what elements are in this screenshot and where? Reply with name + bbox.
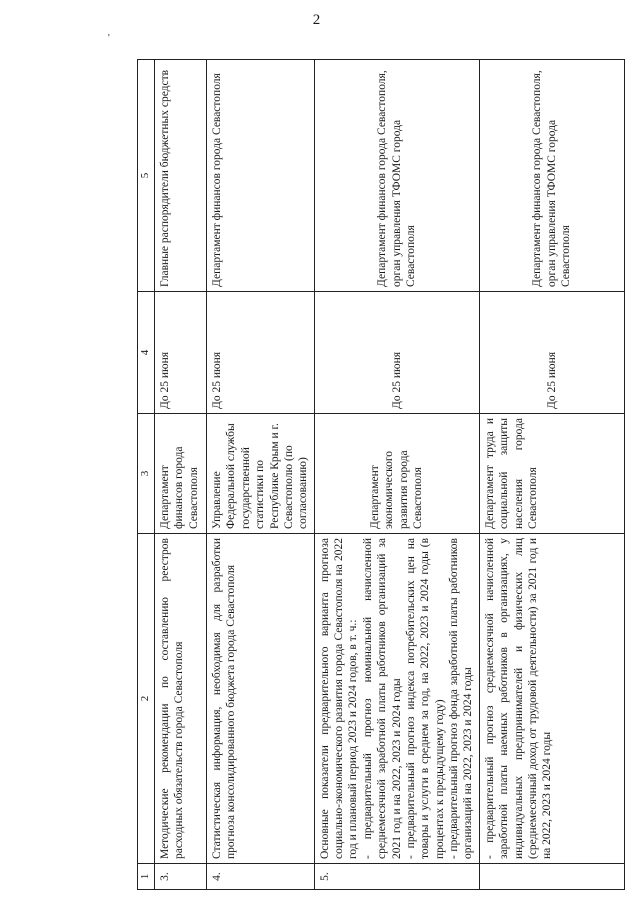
list-item: - предварительный прогноз номинальной начисленной среднемесячной заработной платы работников организаций за 2021 год и на 2022, 2023 и 2024 годы	[361, 538, 403, 859]
col-header-4: 4	[138, 292, 155, 414]
col-header-1: 1	[138, 864, 155, 890]
table-row	[155, 60, 207, 890]
table-row	[314, 60, 479, 890]
row-responsible: Департамент труда и социальной защиты населения города Севастополя	[479, 414, 624, 534]
header-row	[138, 60, 155, 890]
row-deadline: До 25 июня	[479, 292, 624, 414]
row-description	[314, 534, 479, 864]
row-recipient: Департамент финансов города Севастополя, орган управления ТФОМС города Севастополя	[479, 60, 624, 292]
row-number	[479, 864, 624, 890]
row-responsible: Департамент финансов города Севастополя	[155, 414, 207, 534]
plan-table	[137, 59, 625, 890]
page-number: 2	[312, 12, 321, 28]
table-row	[479, 60, 624, 890]
row-description: - предварительный прогноз среднемесячной начисленной заработной платы наемных работников в организациях, у индивидуальных предпринимателей и физических лиц (среднемесячный доход от трудовой деятельности) за 2021 год и на 2022, 2023 и 2024 годы	[479, 534, 624, 864]
row-responsible: Управление Федеральной службы государственной статистики по Республике Крым и г. Севастополю (по согласованию)	[207, 414, 315, 534]
row-deadline: До 25 июня	[207, 292, 315, 414]
row-number: 3.	[155, 864, 207, 890]
table-row	[207, 60, 315, 890]
row-description: Методические рекомендации по составлению реестров расходных обязательств города Севастополя	[155, 534, 207, 864]
row-recipient: Главные распорядители бюджетных средств	[155, 60, 207, 292]
row-number: 4.	[207, 864, 315, 890]
rotated-table-container	[137, 60, 607, 890]
row-responsible: Департамент экономического развития города Севастополя	[314, 414, 479, 534]
row-recipient: Департамент финансов города Севастополя, орган управления ТФОМС города Севастополя	[314, 60, 479, 292]
list-item: - предварительный прогноз фонда заработной платы работников организаций на 2022, 2023 и 2024 годы	[448, 538, 475, 859]
col-header-3: 3	[138, 414, 155, 534]
row-deadline: До 25 июня	[314, 292, 479, 414]
row-description: Статистическая информация, необходимая для разработки прогноза консолидированного бюджета города Севастополя	[207, 534, 315, 864]
row-recipient: Департамент финансов города Севастополя	[207, 60, 315, 292]
col-header-5: 5	[138, 60, 155, 292]
row-intro: Основные показатели предварительного варианта прогноза социально-экономического развития города Севастополя на 2022 год и плановый период 2023 и 2024 годов, в т. ч.:	[318, 538, 360, 859]
row-deadline: До 25 июня	[155, 292, 207, 414]
col-header-2: 2	[138, 534, 155, 864]
list-item: - предварительный прогноз индекса потребительских цен на товары и услуги в среднем за год, на 2022, 2023 и 2024 годы (в процентах к предыдущему году)	[404, 538, 446, 859]
stray-mark: '	[108, 33, 110, 44]
row-number: 5.	[314, 864, 479, 890]
